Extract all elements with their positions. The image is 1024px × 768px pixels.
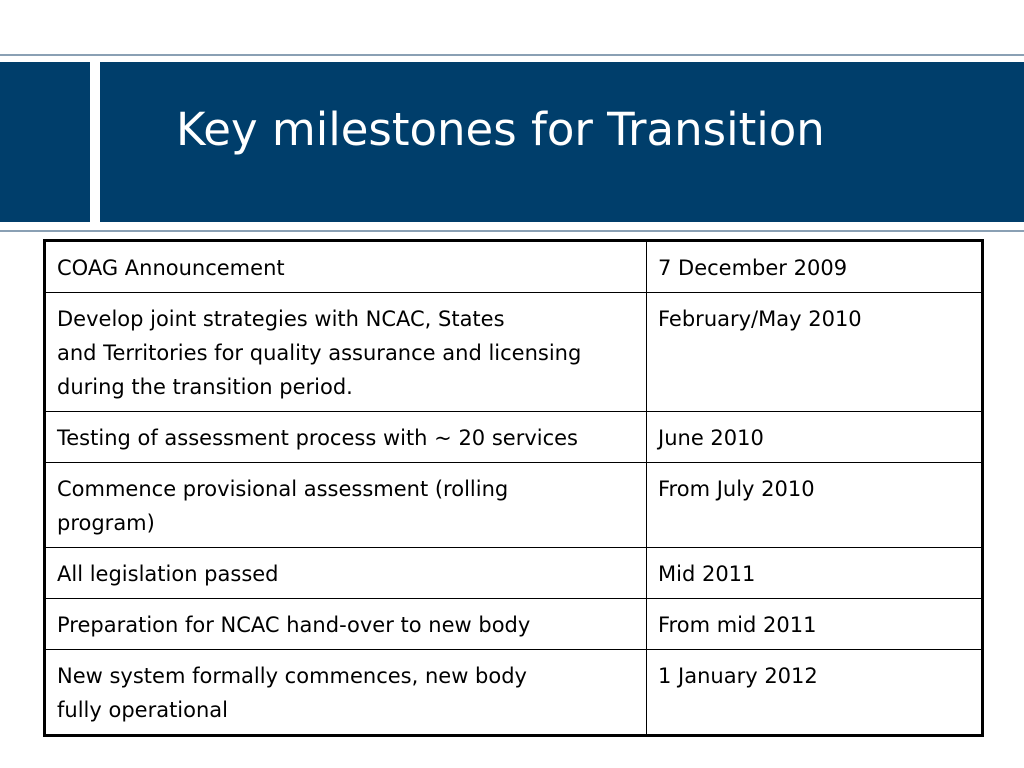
milestone-date-cell [647,599,983,650]
milestone-date: From July 2010 [658,477,815,501]
milestone-date: From mid 2011 [658,613,817,637]
table-row [45,599,983,650]
milestone-date-cell [647,412,983,463]
banner-left-block [0,62,90,222]
milestone-task: Preparation for NCAC hand-over to new body [57,613,531,637]
milestone-task-cell [45,548,647,599]
milestone-task: New system formally commences, new body fully operational [57,664,527,722]
slide-title: Key milestones for Transition [176,103,825,156]
milestone-task-cell [45,241,647,293]
milestone-date: Mid 2011 [658,562,756,586]
bottom-divider-line [0,230,1024,232]
milestone-task: Develop joint strategies with NCAC, States and Territories for quality assurance and licensing during the transition period. [57,307,582,399]
milestone-task: All legislation passed [57,562,279,586]
table-row [45,241,983,293]
milestone-date: 7 December 2009 [658,256,848,280]
milestone-date-cell [647,293,983,412]
milestone-task-cell [45,599,647,650]
milestone-task: Commence provisional assessment (rolling program) [57,477,509,535]
table-row [45,293,983,412]
milestone-task-cell [45,412,647,463]
milestone-date: June 2010 [658,426,764,450]
milestone-date-cell [647,650,983,736]
milestone-task-cell [45,650,647,736]
milestone-date: February/May 2010 [658,307,862,331]
table-row [45,463,983,548]
milestone-date-cell [647,548,983,599]
milestones-table [43,239,984,737]
table-row [45,412,983,463]
top-divider-line [0,54,1024,56]
milestone-task: Testing of assessment process with ~ 20 services [57,426,579,450]
table-row [45,650,983,736]
table-row [45,548,983,599]
milestone-task-cell [45,463,647,548]
milestone-date-cell [647,241,983,293]
milestone-task: COAG Announcement [57,256,285,280]
milestone-task-cell [45,293,647,412]
milestone-date: 1 January 2012 [658,664,818,688]
milestone-date-cell [647,463,983,548]
